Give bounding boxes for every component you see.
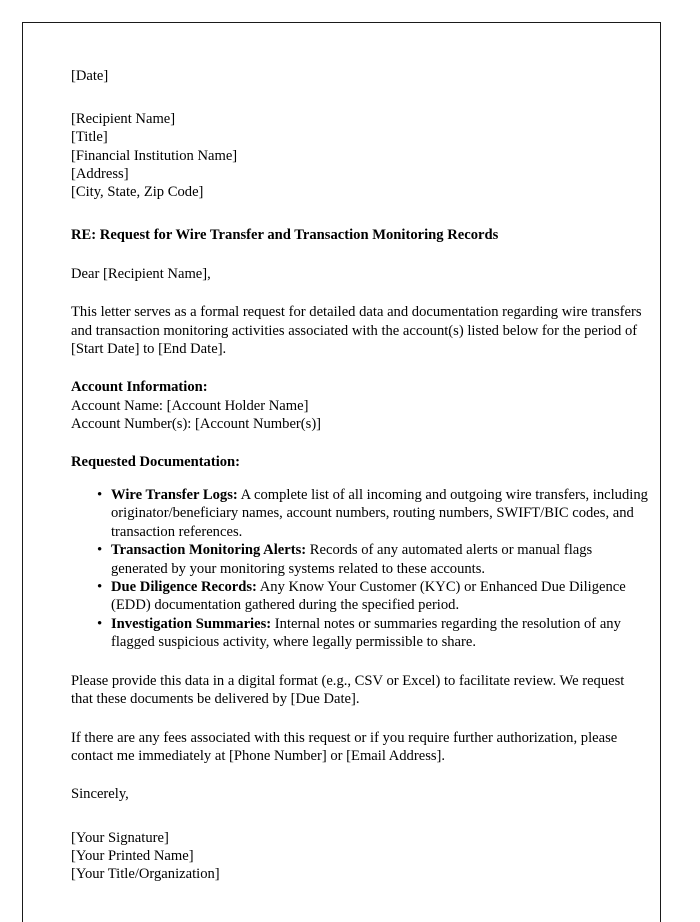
spacer-after-account-info [71, 433, 649, 453]
requested-documentation-list [71, 486, 649, 652]
closing-line: Sincerely, [71, 786, 129, 803]
spacer-after-closing [71, 804, 649, 829]
subject-line: RE: Request for Wire Transfer and Transaction Monitoring Records [71, 227, 499, 244]
account-number-line: Account Number(s): [Account Number(s)] [71, 416, 322, 433]
delivery-paragraph: Please provide this data in a digital format (e.g., CSV or Excel) to facilitate review. We request that these documents be delivered by [Due Date]. [71, 672, 625, 708]
recipient-institution-line: [Financial Institution Name] [71, 147, 238, 164]
signature-block [71, 829, 649, 884]
date-line: [Date] [71, 68, 109, 84]
contact-paragraph: If there are any fees associated with this request or if you require further authorization, please contact me immediately at [Phone Number] or [Email Address]. [71, 729, 618, 764]
list-item-text: Any Know Your Customer (KYC) or Enhanced Due Diligence (EDD) documentation gathered during the specified period. [111, 579, 626, 614]
spacer-after-delivery [71, 709, 649, 729]
spacer-after-contact [71, 765, 649, 785]
recipient-address-block [71, 110, 649, 201]
bullet-icon: • [97, 542, 103, 559]
list-item [71, 486, 649, 541]
list-item-term: Investigation Summaries: [111, 615, 272, 632]
spacer-before-bullets [71, 472, 649, 486]
spacer-after-bullets [71, 652, 649, 672]
signature-line: [Your Signature] [71, 829, 169, 846]
title-organization-line: [Your Title/Organization] [71, 865, 220, 882]
list-item-term: Due Diligence Records: [111, 579, 257, 596]
spacer-after-salutation [71, 283, 649, 303]
spacer-after-address [71, 201, 649, 226]
account-information-heading: Account Information: [71, 379, 208, 396]
list-item [71, 615, 649, 652]
letter-body [71, 67, 649, 883]
bullet-icon: • [97, 487, 103, 504]
list-item [71, 541, 649, 578]
recipient-name-line: [Recipient Name] [71, 111, 176, 128]
intro-paragraph: This letter serves as a formal request for detailed data and documentation regarding wire transfers and transaction monitoring activities associated with the account(s) listed below for the period of [Start Date] to [End Date]. [71, 304, 642, 358]
bullet-icon: • [97, 579, 103, 596]
document-page-frame [22, 22, 661, 922]
recipient-title-line: [Title] [71, 129, 108, 146]
requested-documentation-heading: Requested Documentation: [71, 454, 241, 471]
list-item-term: Transaction Monitoring Alerts: [111, 542, 307, 559]
list-item [71, 578, 649, 615]
bullet-icon: • [97, 615, 103, 632]
recipient-city-state-zip-line: [City, State, Zip Code] [71, 184, 204, 201]
list-item-text: Internal notes or summaries regarding the resolution of any flagged suspicious activity, where legally permissible to share. [111, 615, 621, 651]
recipient-address-line: [Address] [71, 165, 129, 182]
printed-name-line: [Your Printed Name] [71, 847, 194, 864]
spacer-after-date [71, 85, 649, 110]
list-item-text: Records of any automated alerts or manual flags generated by your monitoring systems related to these accounts. [111, 542, 593, 577]
salutation: Dear [Recipient Name], [71, 265, 211, 282]
spacer-after-intro [71, 358, 649, 378]
list-item-term: Wire Transfer Logs: [111, 487, 238, 504]
account-name-line: Account Name: [Account Holder Name] [71, 398, 309, 415]
list-item-text: A complete list of all incoming and outgoing wire transfers, including originator/beneficiary names, account numbers, routing numbers, SWIFT/BIC codes, and transaction references. [111, 487, 648, 540]
spacer-after-subject [71, 245, 649, 265]
